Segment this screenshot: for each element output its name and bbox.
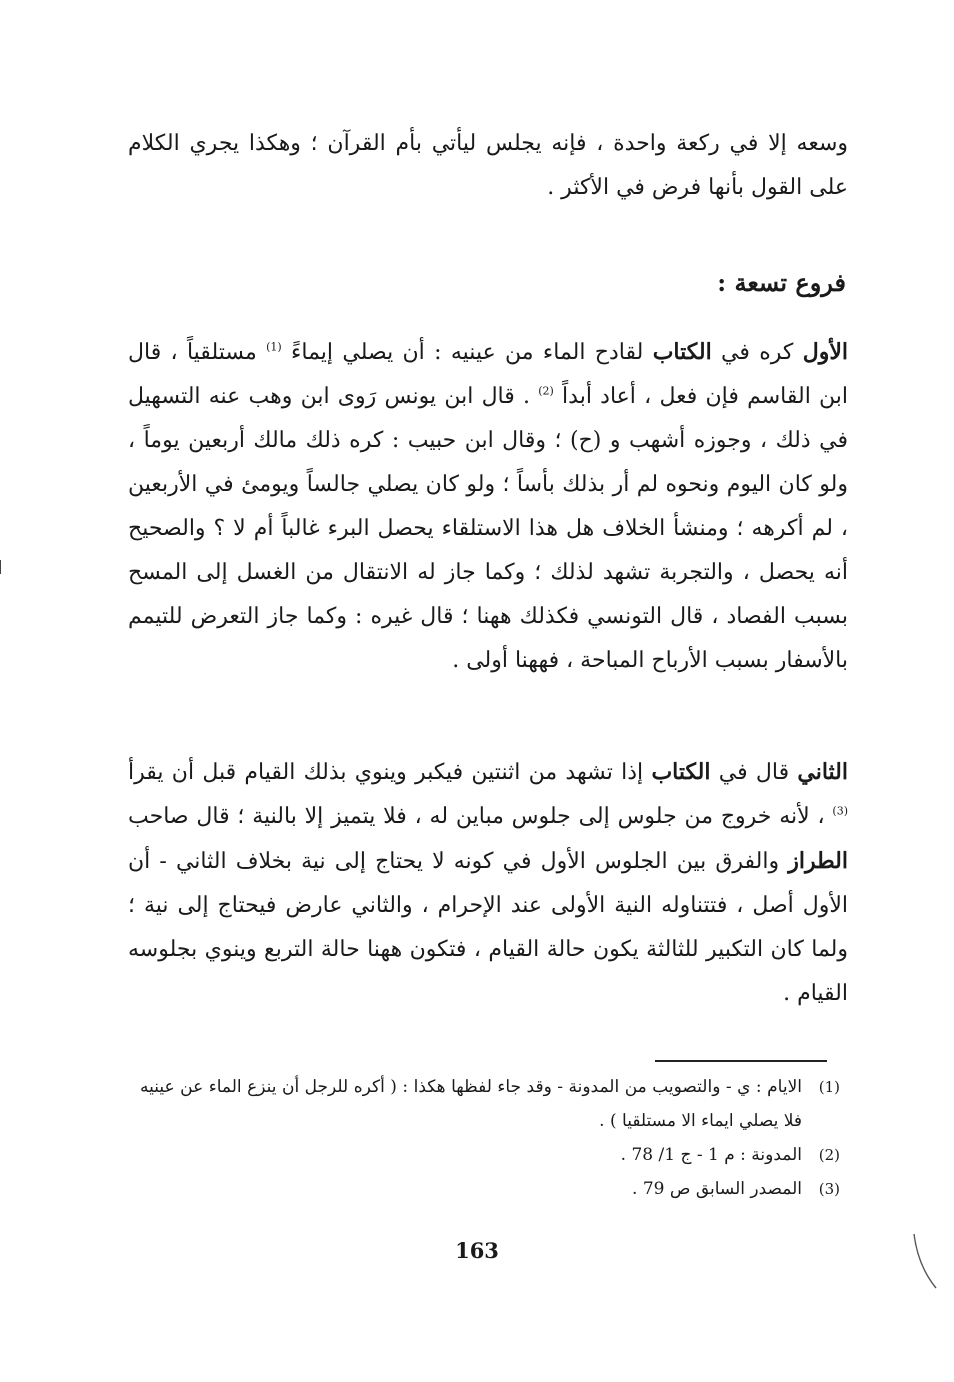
footnote-text: المصدر السابق ص 79 . <box>632 1179 802 1199</box>
text-segment: ، لأنه خروج من جلوس إلى جلوس مباين له ، فلا يتميز إلا بالنية ؛ قال صاحب <box>128 804 833 829</box>
intro-paragraph: وسعه إلا في ركعة واحدة ، فإنه يجلس ليأتي بأم القرآن ؛ وهكذا يجري الكلام على القول بأنها فرض في الأكثر . <box>128 131 848 200</box>
text-segment: كره في <box>711 340 803 365</box>
footnote-number: (2) <box>818 1146 840 1164</box>
text-segment: مستلقياً ، قال ابن القاسم فإن فعل ، أعاد أبداً <box>128 340 849 409</box>
kitab-term: الكتاب <box>652 339 712 365</box>
tiraz-term: الطراز <box>788 848 848 874</box>
kitab-term: الكتاب <box>651 759 711 785</box>
page-number: 163 <box>455 1238 499 1263</box>
text-segment: قال في <box>710 760 798 785</box>
footnote-ref-3[interactable]: (3) <box>832 804 848 818</box>
scan-edge-curve <box>910 1232 940 1292</box>
footnote-ref-2[interactable]: (2) <box>538 384 554 398</box>
first-branch-paragraph <box>128 330 848 683</box>
second-branch-paragraph <box>128 750 848 1016</box>
footnote-item <box>140 1172 840 1206</box>
text-segment: لقادح الماء من عينيه : أن يصلي إيماءً <box>281 340 653 365</box>
footnote-text: الايام : ي - والتصويب من المدونة - وقد جاء لفظها هكذا : ( أكره للرجل أن ينزع الماء عن عينيه فلا يصلي ايماء الا مستلقيا ) . <box>140 1077 802 1131</box>
footnote-item <box>140 1138 840 1172</box>
scan-edge-mark <box>0 560 7 574</box>
footnote-separator <box>655 1060 827 1062</box>
first-branch-lead: الأول <box>802 339 848 365</box>
footnote-number: (3) <box>818 1180 840 1198</box>
footnote-text: المدونة : م 1 - ج 1/ 78 . <box>620 1145 802 1165</box>
text-segment: إذا تشهد من اثنتين فيكبر وينوي بذلك القيام قبل أن يقرأ <box>128 760 652 785</box>
text-segment: والفرق بين الجلوس الأول في كونه لا يحتاج إلى نية بخلاف الثاني - أن الأول أصل ، فتتناوله النية الأولى عند الإحرام ، والثاني عارض فيحتاج إلى نية ؛ ولما كان التكبير للثالثة يكون حالة القيام ، فتكون ههنا حالة التربع وينوي بجلوسه القيام . <box>128 849 848 1006</box>
text-segment: . قال ابن يونس رَوى ابن وهب عنه التسهيل في ذلك ، وجوزه أشهب و (ح) ؛ وقال ابن حبيب : كره ذلك مالك أربعين يوماً ، ولو كان اليوم ونحوه لم أر بذلك بأساً ؛ ولو كان يصلي جالساً ويومئ في الأربعين ، لم أكرهه ؛ ومنشأ الخلاف هل هذا الاستلقاء يحصل البرء غالباً أم لا ؟ والصحيح أنه يحصل ، والتجربة تشهد لذلك ؛ وكما جاز له الانتقال من الغسل إلى المسح بسبب الفصاد ، قال التونسي فكذلك ههنا ؛ قال غيره : وكما جاز التعرض للتيمم بالأسفار بسبب الأرباح المباحة ، فههنا أولى . <box>128 384 848 673</box>
footnote-item <box>140 1070 840 1138</box>
footnote-ref-1[interactable]: (1) <box>266 340 282 354</box>
second-branch-lead: الثاني <box>797 759 848 785</box>
footnotes-list <box>140 1070 840 1206</box>
section-heading: فروع تسعة : <box>717 268 846 297</box>
footnote-number: (1) <box>818 1078 840 1096</box>
